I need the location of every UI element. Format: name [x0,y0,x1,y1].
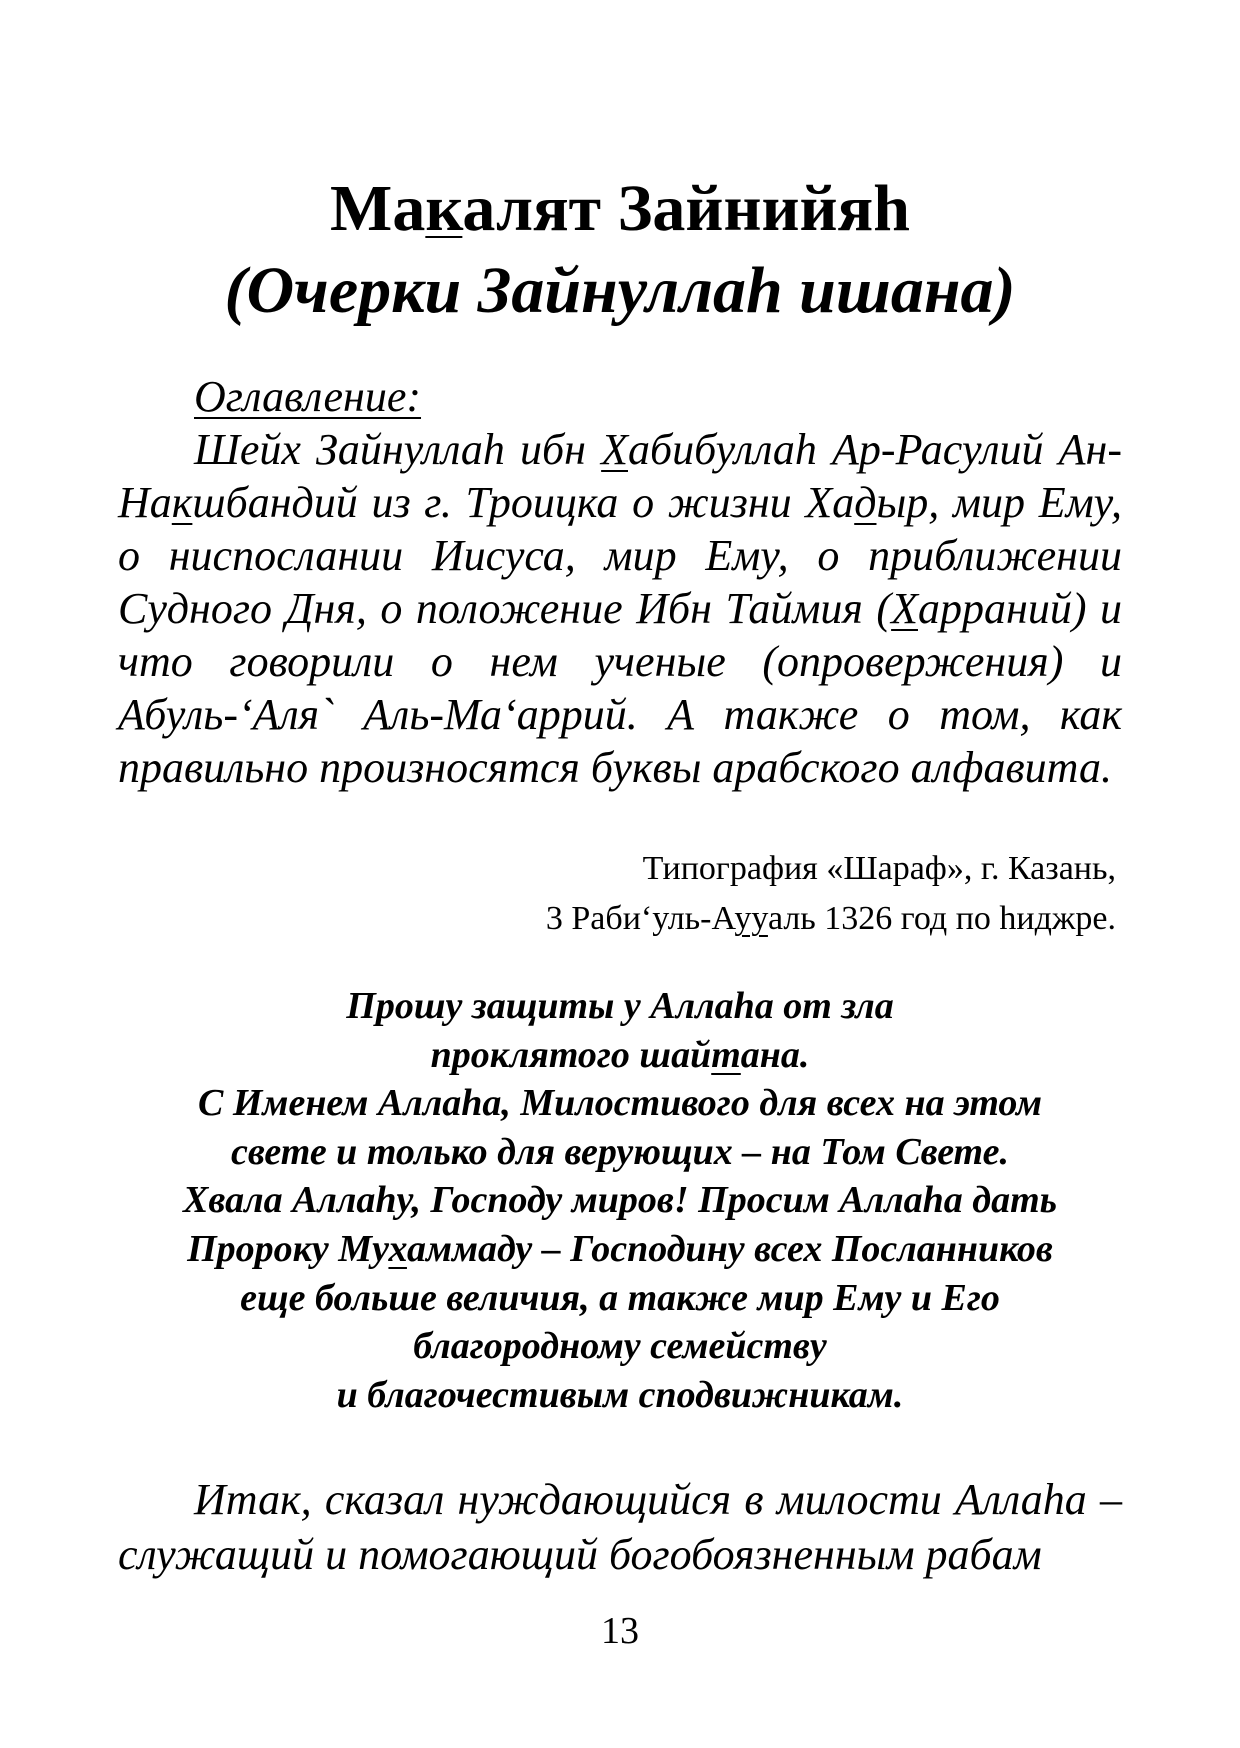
invocation-underlined-letter: х [388,1227,407,1270]
invocation-line-1: Прошу защиты у Аллаhа от зла [346,985,894,1027]
title-underlined-letter: к [425,172,463,245]
invocation-underlined-letter: т [711,1033,741,1076]
title-prefix: Ма [330,172,426,245]
toc-heading: Оглавление: [194,372,422,421]
invocation-line-5: Хвала Аллаhу, Господу миров! Просим Аллаhа дать [183,1179,1057,1222]
toc-text-part: шбандий из г. Троицка о жизни Ха [192,478,855,527]
imprint-line-2 [216,894,1116,944]
toc-text-part: арраний) и что говорили о нем ученые (опровержения) и Абуль-‘Аля` Аль-Ма‘аррий. А также о том, как правильно произносятся буквы арабского алфавита. [118,584,1123,792]
toc-text-part: Шейх Зайнуллаh ибн [194,425,602,474]
invocation-line-3: С Именем Аллаhа, Милостивого для всех на этом [198,1082,1042,1125]
invocation-line-6-prefix: Пророку Му [187,1227,389,1270]
body-paragraph: Итак, сказал нуждающийся в милости Аллаhа – служащий и помогающий богобоязненным рабам [118,1475,1122,1579]
invocation [118,982,1122,1419]
invocation-line-2-suffix: ана. [740,1033,810,1076]
invocation-line-2-prefix: проклятого шай [430,1033,712,1076]
invocation-line-8: благородному семейству [413,1325,827,1368]
toc-text-part: абибуллаh Ар-Расулий Ан-На [118,425,1122,527]
imprint [216,844,1116,944]
toc-underlined-letter: Х [601,425,628,474]
toc-underlined-letter: к [171,478,193,527]
page-title [118,168,1122,250]
body-text [118,1472,1122,1582]
invocation-line-7: еще больше величия, а также мир Ему и Его [240,1276,1000,1319]
toc-underlined-letter: д [854,478,877,527]
invocation-line-6 [118,1225,1122,1274]
table-of-contents [118,370,1122,794]
invocation-line-9: и благочестивым сподвижникам. [336,1373,904,1416]
page-number: 13 [601,1610,639,1652]
invocation-line-2 [118,1031,1122,1080]
imprint-line-1: Типография «Шараф», г. Казань, [642,850,1116,887]
imprint-line-2-suffix: аль 1326 год по hиджре. [767,900,1116,937]
invocation-line-6-suffix: аммаду – Господину всех Посланников [406,1227,1053,1270]
imprint-line-2-prefix: 3 Раби‘уль-А [545,900,735,937]
toc-text-part: ыр, мир Ему, о ниспослании Иисуса, мир Ему, о приближении Судного Дня, о положение Ибн Таймия ( [118,478,1122,633]
title-suffix: алят Зайнийяh [462,172,910,245]
document-page [118,0,1122,1748]
imprint-underlined-letters: уу [734,900,768,937]
toc-text [118,423,1122,794]
invocation-line-4: свете и только для верующих – на Том Свете. [231,1130,1009,1173]
toc-underlined-letter: Х [891,584,918,633]
page-subtitle: (Очерки Зайнуллаh ишана) [224,254,1016,327]
title-block [118,168,1122,332]
